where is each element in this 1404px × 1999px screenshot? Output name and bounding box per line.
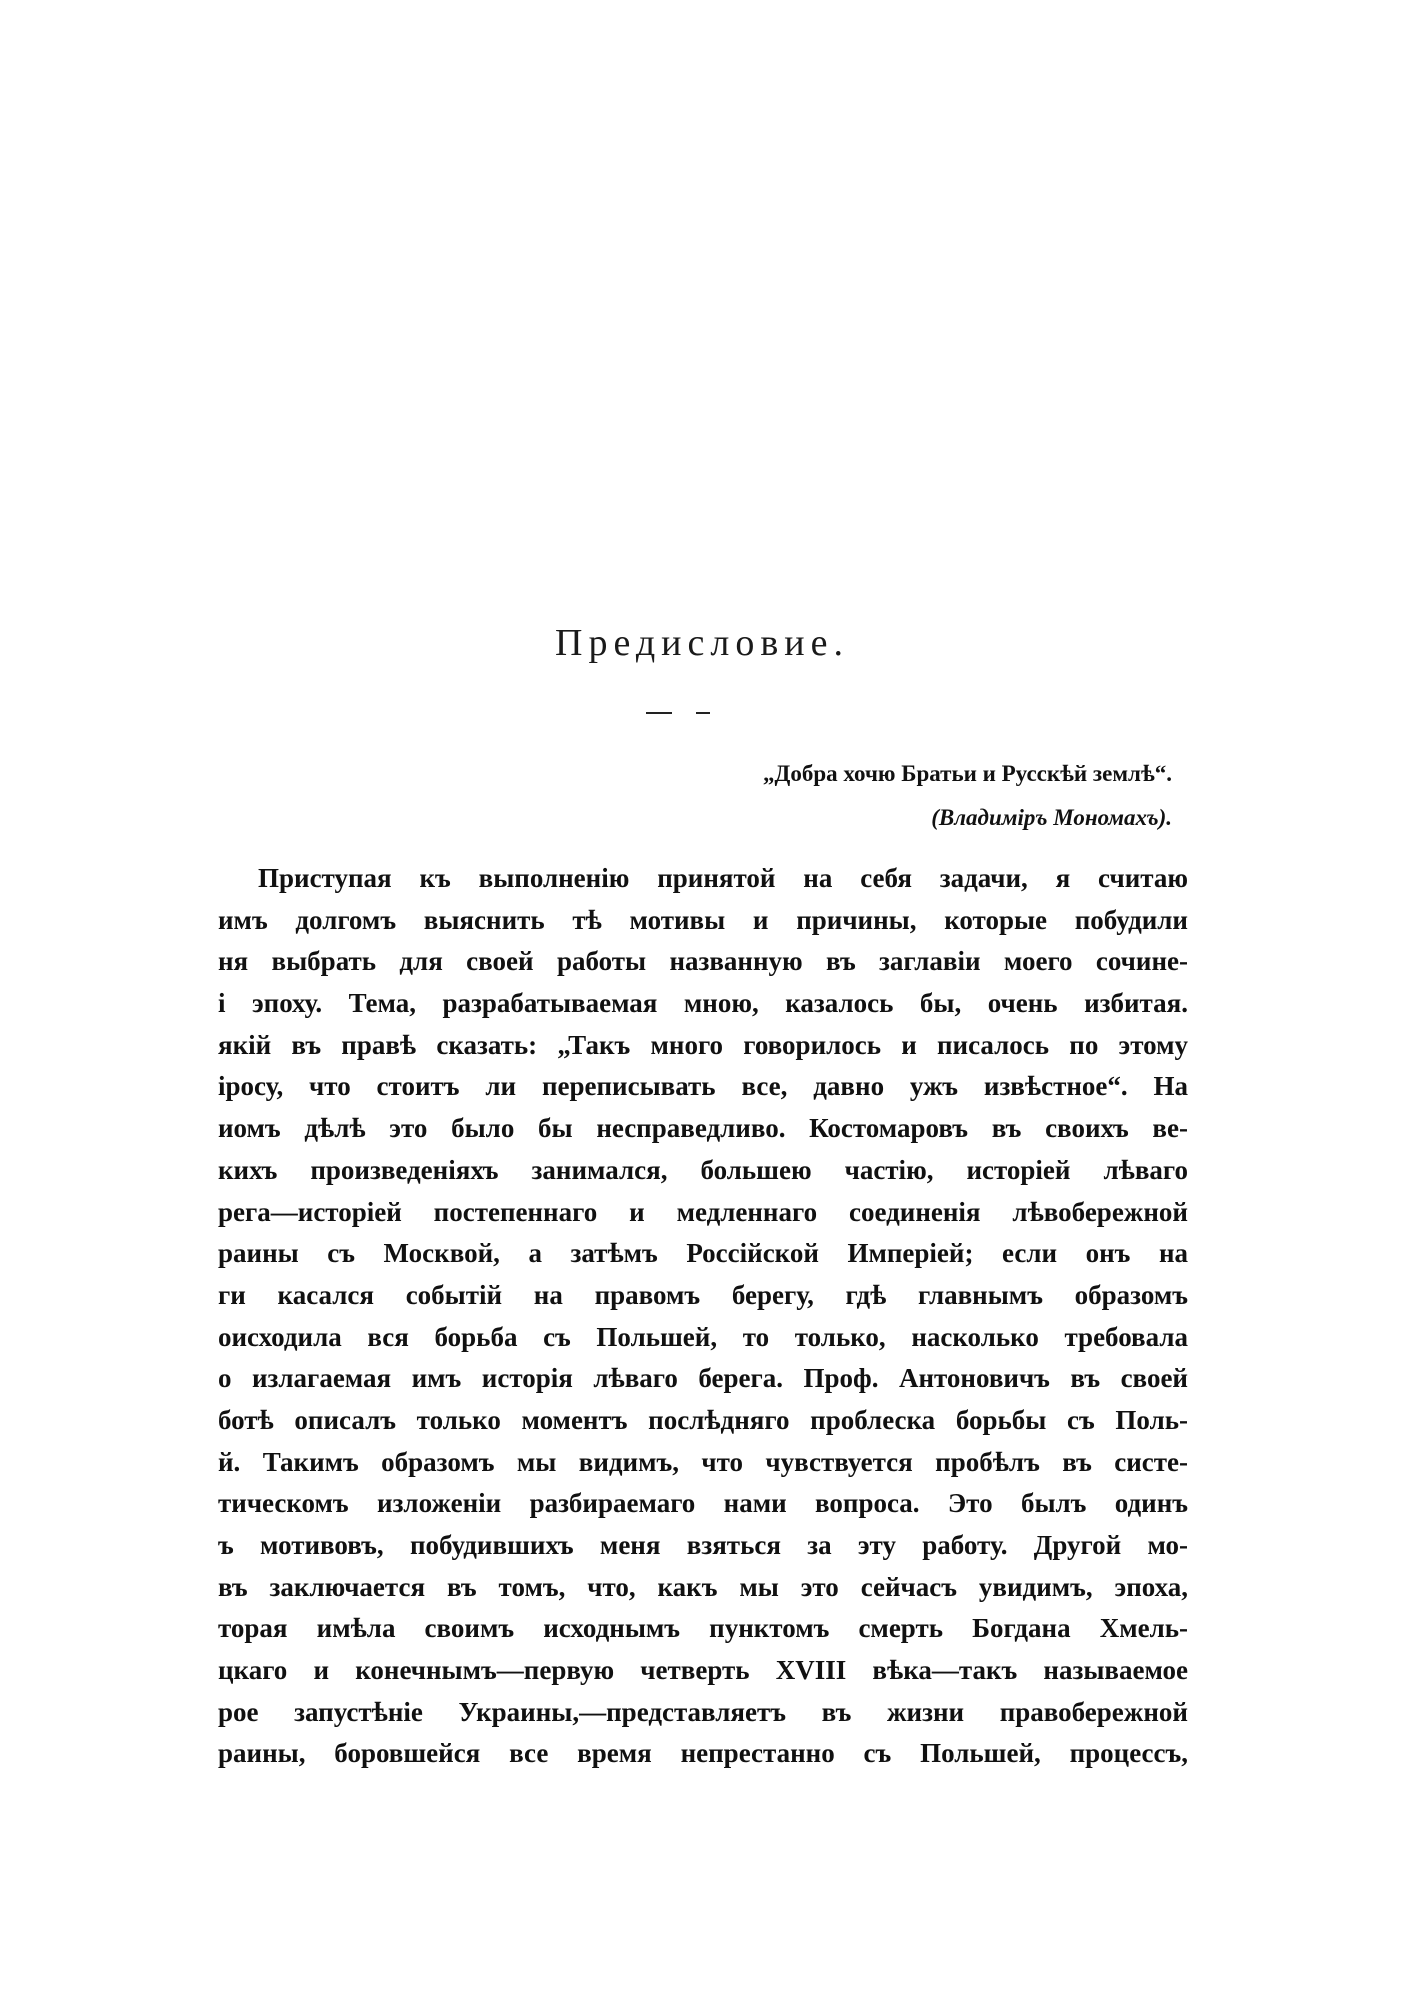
body-line: имъ долгомъ выяснить тѣ мотивы и причины, которые побудили [218, 904, 1188, 935]
body-line: ги касался событій на правомъ берегу, гдѣ главнымъ образомъ [218, 1279, 1188, 1310]
epigraph-author: (Владиміръ Мономахъ). [931, 805, 1172, 830]
page-title: Предисловие. [555, 622, 849, 664]
body-line: раины съ Москвой, а затѣмъ Россійской Имперіей; если онъ на [218, 1238, 1188, 1269]
body-line: ъ мотивовъ, побудившихъ меня взяться за эту работу. Другой мо- [218, 1530, 1188, 1560]
body-line: оисходила вся борьба съ Польшей, то только, насколько требовала [218, 1321, 1188, 1352]
body-line: якій въ правѣ сказать: „Такъ много говорилось и писалось по этому [218, 1029, 1188, 1060]
body-line: въ заключается въ томъ, что, какъ мы это сейчасъ увидимъ, эпоха, [218, 1571, 1188, 1602]
body-line: Приступая къ выполненію принятой на себя задачи, я считаю [258, 863, 1188, 893]
body-line: о излагаемая имъ исторія лѣваго берега. Проф. Антоновичъ въ своей [218, 1363, 1188, 1394]
body-line: иомъ дѣлѣ это было бы несправедливо. Костомаровъ въ своихъ ве- [218, 1113, 1188, 1144]
title-ornament-dash-right [696, 712, 710, 714]
body-line: рега—исторіей постепеннаго и медленнаго соединенія лѣвобережной [218, 1196, 1188, 1227]
body-line: торая имѣла своимъ исходнымъ пунктомъ смерть Богдана Хмель- [218, 1613, 1188, 1644]
title-ornament-dash-left [646, 712, 672, 714]
epigraph [763, 752, 1172, 840]
body-line: цкаго и конечнымъ—первую четверть XVIII вѣка—такъ называемое [218, 1655, 1188, 1686]
epigraph-quote: „Добра хочю Братьи и Русскѣй землѣ“. [763, 761, 1172, 786]
body-line: ботѣ описалъ только моментъ послѣдняго проблеска борьбы съ Поль- [218, 1404, 1188, 1435]
body-line: рое запустѣніе Украины,—представляетъ въ жизни правобережной [218, 1696, 1188, 1727]
body-line: і эпоху. Тема, разрабатываемая мною, казалось бы, очень избитая. [218, 988, 1188, 1019]
body-line: тическомъ изложеніи разбираемаго нами вопроса. Это былъ одинъ [218, 1488, 1188, 1519]
body-line: кихъ произведеніяхъ занимался, большею частію, исторіей лѣваго [218, 1154, 1188, 1185]
body-line: ня выбрать для своей работы названную въ заглавіи моего сочине- [218, 946, 1188, 977]
body-line: раины, боровшейся все время непрестанно съ Польшей, процессъ, [218, 1738, 1188, 1769]
body-line: й. Такимъ образомъ мы видимъ, что чувствуется пробѣлъ въ систе- [218, 1446, 1188, 1477]
body-text [218, 858, 1188, 1775]
body-line: іросу, что стоитъ ли переписывать все, давно ужъ извѣстное“. На [218, 1071, 1188, 1102]
